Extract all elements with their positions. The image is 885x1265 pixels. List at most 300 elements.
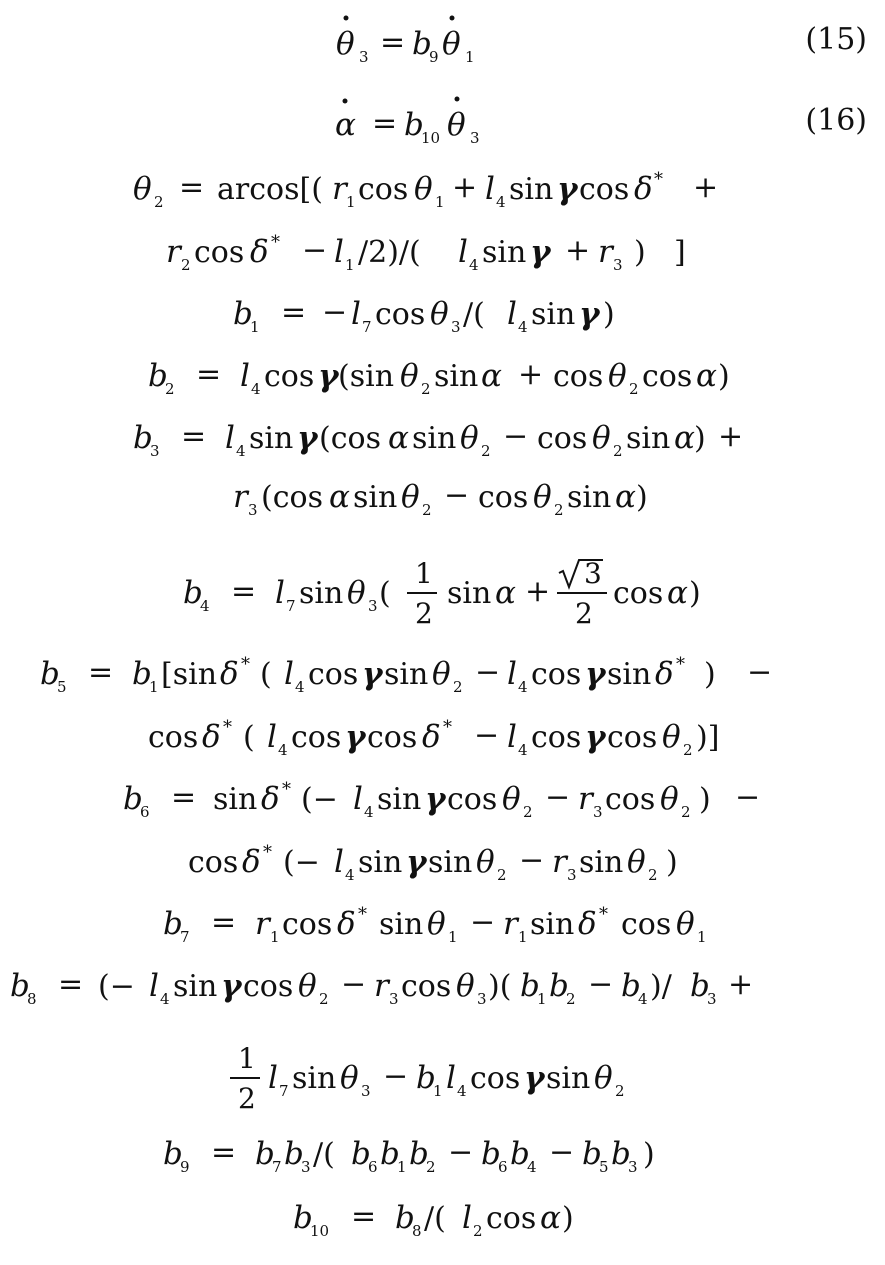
svg-text:2: 2 [153, 193, 164, 211]
svg-text:2: 2 [612, 442, 623, 460]
equation-15 [322, 10, 502, 91]
svg-text:): ) [635, 480, 648, 515]
b9-graphic [163, 1120, 723, 1180]
theta2-line2-graphic [166, 218, 726, 278]
svg-text:l: l [266, 719, 277, 755]
svg-text:2: 2 [181, 256, 191, 274]
svg-text:l: l [284, 656, 294, 692]
svg-text:*: * [222, 717, 232, 738]
svg-text:α: α [695, 358, 717, 394]
svg-text:7: 7 [361, 318, 372, 336]
svg-text:l: l [352, 781, 363, 817]
b8-line2-graphic [228, 1040, 658, 1120]
svg-text:θ: θ [591, 420, 611, 456]
svg-text:2: 2 [628, 380, 639, 398]
svg-text:−: − [321, 295, 347, 330]
svg-text:4: 4 [295, 678, 305, 696]
svg-text:2: 2 [682, 741, 693, 759]
svg-text:(cos: (cos [318, 421, 381, 456]
svg-text:3: 3 [627, 1158, 638, 1176]
svg-text:−: − [447, 1135, 473, 1170]
svg-text:2: 2 [496, 866, 507, 884]
svg-text:): ) [698, 782, 711, 817]
svg-text:(: ( [242, 720, 255, 755]
svg-text:1: 1 [269, 928, 280, 946]
svg-text:b: b [404, 107, 424, 143]
svg-text:−: − [734, 780, 760, 815]
b4-graphic [183, 555, 703, 635]
svg-text:2: 2 [319, 990, 329, 1008]
svg-text:(−: (− [300, 782, 338, 817]
svg-text:cos: cos [187, 845, 238, 880]
svg-text:4: 4 [517, 318, 528, 336]
svg-text:3: 3 [300, 1158, 311, 1176]
svg-text:cos: cos [366, 720, 417, 755]
svg-text:γ: γ [584, 719, 605, 755]
svg-text:l: l [458, 234, 468, 270]
theta2-line1-row [0, 155, 885, 215]
svg-text:): ) [665, 845, 678, 880]
svg-text:cos: cos [194, 235, 245, 270]
svg-text:): ) [602, 297, 615, 332]
svg-text:1: 1 [696, 928, 707, 946]
svg-text:=: = [380, 25, 406, 60]
svg-text:2: 2 [472, 1222, 483, 1240]
svg-text:=: = [372, 106, 398, 141]
svg-text:sin: sin [248, 421, 293, 456]
b5-line1-row [0, 640, 885, 700]
svg-text:α: α [614, 479, 636, 515]
equation-15-row [0, 10, 885, 70]
b2-row [0, 342, 885, 402]
svg-text:1: 1 [465, 48, 475, 66]
svg-text:1: 1 [447, 928, 458, 946]
b6-line1-row [0, 765, 885, 825]
svg-text:2: 2 [237, 1082, 256, 1115]
svg-text:α: α [673, 420, 695, 456]
svg-text:θ: θ [532, 479, 552, 515]
svg-text:l: l [149, 968, 159, 1004]
svg-text:=: = [88, 655, 114, 690]
svg-text:*: * [281, 779, 291, 800]
svg-text:θ: θ [501, 781, 521, 817]
svg-text:(−: (− [98, 969, 135, 1004]
svg-text:4: 4 [160, 990, 170, 1008]
svg-text:): ) [688, 576, 701, 611]
svg-text:3: 3 [389, 990, 399, 1008]
svg-text:3: 3 [149, 442, 160, 460]
svg-text:l: l [274, 575, 285, 611]
svg-text:=: = [58, 967, 84, 1002]
svg-text:(: ( [260, 657, 272, 692]
svg-text:γ: γ [317, 358, 338, 394]
svg-text:α: α [387, 420, 409, 456]
svg-text:r: r [331, 171, 347, 207]
svg-text:+: + [692, 170, 718, 205]
svg-text:4: 4 [344, 866, 355, 884]
svg-text:δ: δ [260, 781, 280, 817]
svg-text:−: − [544, 780, 570, 815]
svg-text:α: α [335, 107, 356, 143]
svg-text:(−: (− [282, 845, 320, 880]
svg-text:+: + [517, 357, 543, 392]
svg-text:−: − [341, 967, 367, 1002]
svg-text:cos: cos [536, 421, 587, 456]
svg-text:4: 4 [250, 380, 261, 398]
svg-text:α: α [494, 575, 516, 611]
svg-text:cos: cos [485, 1201, 536, 1236]
svg-text:]: ] [674, 235, 686, 270]
svg-text:sin: sin [607, 657, 652, 692]
svg-text:3: 3 [367, 597, 378, 615]
svg-text:7: 7 [179, 928, 190, 946]
equation-16-row [0, 91, 885, 151]
b10-equation [293, 1184, 593, 1265]
svg-text:)(: )( [488, 969, 512, 1004]
svg-text:δ: δ [201, 719, 221, 755]
svg-text:α: α [480, 358, 502, 394]
svg-text:): ) [642, 1137, 655, 1172]
svg-text:3: 3 [477, 990, 487, 1008]
svg-text:sin: sin [508, 172, 553, 207]
b7-row [0, 890, 885, 950]
svg-text:sin: sin [529, 907, 574, 942]
svg-text:3: 3 [470, 129, 480, 147]
svg-text:−: − [518, 843, 544, 878]
svg-text:cos: cos [357, 172, 408, 207]
svg-text:2: 2 [553, 501, 564, 519]
b5-line1-graphic [40, 640, 800, 700]
svg-text:=: = [280, 295, 306, 330]
svg-text:θ: θ [432, 656, 451, 692]
svg-text:*: * [262, 842, 272, 863]
b3-line2-row [0, 463, 885, 523]
svg-text:6: 6 [139, 803, 150, 821]
svg-text:=: = [350, 1199, 376, 1234]
svg-text:θ: θ [413, 171, 433, 207]
svg-text:cos: cos [290, 720, 341, 755]
svg-text:cos: cos [530, 720, 581, 755]
svg-text:b: b [394, 1200, 415, 1236]
svg-text:1: 1 [249, 318, 260, 336]
svg-text:cos: cos [641, 359, 692, 394]
b3-line1-graphic [133, 404, 753, 464]
svg-text:sin: sin [411, 421, 456, 456]
svg-text:sin: sin [625, 421, 670, 456]
svg-text:γ: γ [296, 420, 317, 456]
svg-text:6: 6 [367, 1158, 378, 1176]
svg-text:−: − [469, 905, 495, 940]
svg-text:sin: sin [578, 845, 623, 880]
svg-text:+: + [524, 574, 550, 609]
svg-text:4: 4 [235, 442, 246, 460]
equation-16-number: (16) [805, 103, 867, 138]
svg-text:b: b [520, 968, 540, 1004]
svg-text:θ: θ [132, 171, 152, 207]
svg-text:sin: sin [357, 845, 402, 880]
svg-text:+: + [728, 967, 754, 1002]
svg-text:cos: cos [620, 907, 671, 942]
svg-text:b: b [182, 575, 203, 611]
b9-row [0, 1120, 885, 1180]
svg-text:): ) [693, 421, 706, 456]
svg-text:γ: γ [424, 781, 445, 817]
svg-text:θ: θ [475, 844, 495, 880]
svg-text:7: 7 [278, 1082, 289, 1100]
svg-text:θ: θ [459, 420, 479, 456]
svg-text:1: 1 [432, 1082, 443, 1100]
svg-text:2: 2 [614, 1082, 625, 1100]
svg-text:1: 1 [237, 1042, 256, 1075]
svg-text:3: 3 [360, 1082, 371, 1100]
svg-text:5: 5 [57, 678, 67, 696]
b1-row [0, 280, 885, 340]
svg-text:=: = [210, 1135, 236, 1170]
svg-text:b: b [350, 1136, 371, 1172]
svg-text:2: 2 [522, 803, 533, 821]
svg-text:2: 2 [566, 990, 576, 1008]
svg-text:γ: γ [556, 171, 577, 207]
svg-text:1: 1 [149, 678, 159, 696]
svg-text:l: l [224, 420, 235, 456]
svg-text:cos: cos [612, 576, 663, 611]
svg-text:r: r [577, 781, 593, 817]
svg-text:l: l [334, 234, 344, 270]
b3-line1-row [0, 404, 885, 464]
svg-text:θ: θ [626, 844, 646, 880]
svg-text:*: * [442, 717, 452, 738]
equation-16-graphic [322, 91, 502, 151]
svg-text:γ: γ [523, 1060, 544, 1096]
svg-text:γ: γ [578, 296, 599, 332]
svg-text:=: = [230, 574, 256, 609]
svg-text:δ: δ [655, 656, 674, 692]
svg-text:3: 3 [707, 990, 717, 1008]
svg-text:3: 3 [583, 557, 602, 590]
svg-text:cos: cos [552, 359, 603, 394]
svg-text:4: 4 [469, 256, 479, 274]
svg-text:5: 5 [598, 1158, 609, 1176]
svg-text:2: 2 [420, 380, 431, 398]
svg-text:cos: cos [243, 969, 294, 1004]
svg-text:[sin: [sin [161, 657, 218, 692]
svg-text:−: − [588, 967, 614, 1002]
svg-text:l: l [507, 656, 517, 692]
svg-text:θ: θ [607, 358, 627, 394]
svg-text:b: b [408, 1136, 429, 1172]
svg-text:δ: δ [577, 906, 597, 942]
theta2-line2-row [0, 218, 885, 278]
svg-text:γ: γ [405, 844, 426, 880]
svg-text:3: 3 [566, 866, 577, 884]
svg-text:/(: /( [462, 297, 485, 332]
svg-text:+: + [717, 419, 743, 454]
svg-text:cos: cos [531, 657, 582, 692]
svg-text:cos: cos [604, 782, 655, 817]
svg-text:arcos[(: arcos[( [216, 172, 323, 207]
svg-text:cos: cos [469, 1061, 520, 1096]
svg-text:b: b [162, 1136, 183, 1172]
svg-text:sin: sin [352, 480, 397, 515]
svg-text:θ: θ [447, 107, 466, 143]
svg-text:b: b [283, 1136, 304, 1172]
svg-text:α: α [666, 575, 688, 611]
svg-text:=: = [170, 780, 196, 815]
svg-text:sin: sin [545, 1061, 590, 1096]
svg-text:δ: δ [421, 719, 441, 755]
svg-text:−: − [475, 655, 501, 690]
svg-text:θ: θ [661, 719, 681, 755]
svg-text:cos: cos [606, 720, 657, 755]
b5-line2-graphic [148, 703, 738, 763]
svg-text:4: 4 [518, 678, 528, 696]
svg-text:2: 2 [647, 866, 658, 884]
svg-text:−: − [443, 478, 469, 513]
svg-text:sin: sin [173, 969, 218, 1004]
svg-text:8: 8 [27, 990, 37, 1008]
svg-text:θ: θ [442, 26, 461, 62]
svg-text:b: b [379, 1136, 400, 1172]
svg-text:r: r [166, 234, 181, 270]
svg-text:=: = [180, 419, 206, 454]
b8-line2-row [0, 1040, 885, 1120]
svg-text:θ: θ [400, 479, 420, 515]
svg-text:b: b [40, 656, 60, 692]
svg-text:4: 4 [526, 1158, 537, 1176]
b4-row [0, 555, 885, 635]
svg-text:b: b [292, 1200, 313, 1236]
svg-text:=: = [195, 357, 221, 392]
svg-text:γ: γ [530, 234, 551, 270]
svg-text:sin: sin [384, 657, 429, 692]
svg-text:b: b [254, 1136, 275, 1172]
svg-text:9: 9 [429, 48, 439, 66]
svg-text:3: 3 [613, 256, 623, 274]
svg-text:1: 1 [517, 928, 528, 946]
svg-text:sin: sin [212, 782, 257, 817]
svg-text:sin: sin [446, 576, 491, 611]
b8-line1 [10, 952, 830, 1033]
svg-text:b: b [232, 296, 253, 332]
svg-text:/2)/(: /2)/( [358, 235, 421, 270]
svg-text:cos: cos [281, 907, 332, 942]
svg-text:9: 9 [179, 1158, 190, 1176]
svg-text:b: b [610, 1136, 631, 1172]
svg-text:/(: /( [423, 1201, 446, 1236]
svg-text:b: b [581, 1136, 602, 1172]
svg-text:l: l [267, 1060, 278, 1096]
svg-text:cos: cos [374, 297, 425, 332]
svg-text:(cos: (cos [260, 480, 323, 515]
svg-text:θ: θ [298, 968, 317, 1004]
svg-text:cos: cos [401, 969, 452, 1004]
svg-text:b: b [162, 906, 183, 942]
svg-text:b: b [480, 1136, 501, 1172]
svg-text:α: α [328, 479, 350, 515]
svg-text:l: l [350, 296, 361, 332]
svg-text:b: b [549, 968, 569, 1004]
svg-text:θ: θ [675, 906, 695, 942]
svg-text:−: − [747, 655, 773, 690]
svg-text:b: b [621, 968, 641, 1004]
svg-text:b: b [509, 1136, 530, 1172]
svg-text:2: 2 [480, 442, 491, 460]
svg-text:2: 2 [574, 597, 593, 630]
svg-text:r: r [598, 234, 613, 270]
svg-text:)/: )/ [650, 969, 672, 1004]
b8-line1-graphic [10, 952, 830, 1012]
svg-text:cos: cos [263, 359, 314, 394]
svg-text:*: * [241, 654, 250, 675]
svg-text:2: 2 [164, 380, 175, 398]
b7-graphic [163, 890, 723, 950]
svg-text:+: + [565, 233, 591, 268]
svg-text:θ: θ [456, 968, 475, 1004]
svg-text:sin: sin [427, 845, 472, 880]
svg-text:θ: θ [429, 296, 449, 332]
b6-line2-graphic [188, 828, 698, 888]
svg-text:γ: γ [362, 656, 383, 692]
svg-text:γ: γ [344, 719, 365, 755]
svg-text:sin: sin [378, 907, 423, 942]
svg-text:r: r [374, 968, 389, 1004]
svg-text:8: 8 [411, 1222, 422, 1240]
svg-text:7: 7 [271, 1158, 282, 1176]
svg-text:4: 4 [456, 1082, 467, 1100]
svg-text:l: l [239, 358, 250, 394]
svg-text:−: − [548, 1135, 574, 1170]
svg-text:(: ( [378, 576, 391, 611]
svg-text:*: * [598, 904, 608, 925]
svg-text:1: 1 [434, 193, 445, 211]
svg-text:3: 3 [359, 48, 369, 66]
svg-text:): ) [704, 657, 716, 692]
b5-line2-row [0, 703, 885, 763]
svg-text:b: b [415, 1060, 436, 1096]
svg-text:4: 4 [363, 803, 374, 821]
svg-text:*: * [271, 232, 280, 253]
svg-text:b: b [132, 656, 152, 692]
svg-text:3: 3 [450, 318, 461, 336]
svg-text:b: b [147, 358, 168, 394]
svg-text:δ: δ [220, 656, 239, 692]
svg-text:b: b [122, 781, 143, 817]
equation-15-graphic [322, 10, 502, 70]
svg-text:−: − [502, 419, 528, 454]
svg-text:2: 2 [414, 597, 433, 630]
svg-text:sin: sin [566, 480, 611, 515]
svg-text:l: l [461, 1200, 472, 1236]
svg-text:4: 4 [199, 597, 210, 615]
svg-text:sin: sin [482, 235, 527, 270]
svg-text:): ) [634, 235, 646, 270]
svg-text:δ: δ [250, 234, 269, 270]
svg-text:2: 2 [425, 1158, 436, 1176]
svg-text:7: 7 [285, 597, 296, 615]
svg-text:γ: γ [221, 968, 242, 1004]
svg-text:θ: θ [426, 906, 446, 942]
svg-text:/(: /( [312, 1137, 335, 1172]
b6-line2-row [0, 828, 885, 888]
svg-text:1: 1 [396, 1158, 407, 1176]
b8-line1-row [0, 952, 885, 1012]
svg-text:*: * [653, 169, 663, 190]
svg-text:sin: sin [376, 782, 421, 817]
svg-text:3: 3 [247, 501, 258, 519]
b10-row [0, 1184, 885, 1244]
svg-text:b: b [690, 968, 710, 1004]
b2-graphic [148, 342, 738, 402]
